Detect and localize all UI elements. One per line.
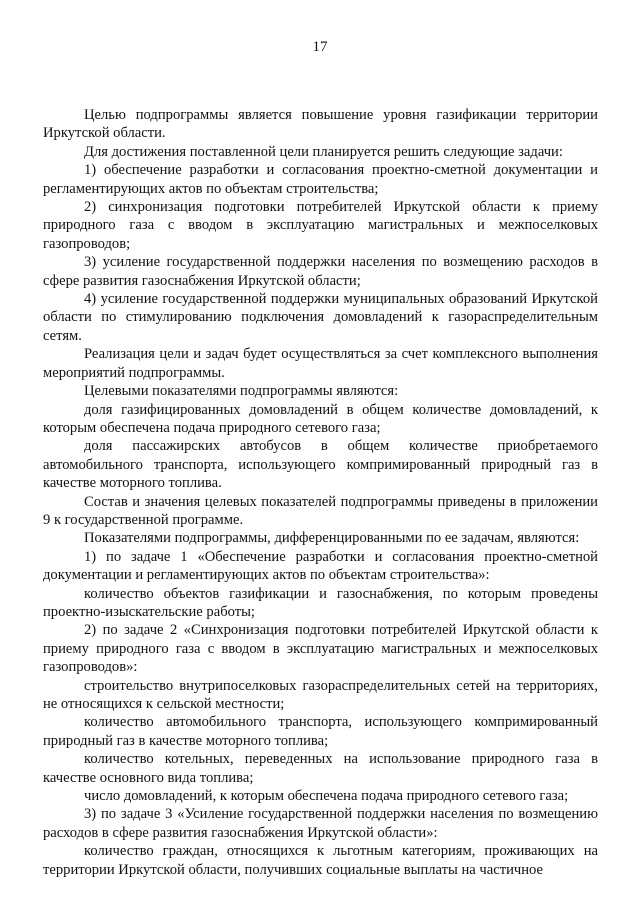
- paragraph-targets-intro: Целевыми показателями подпрограммы являются:: [84, 383, 399, 400]
- document-body: [43, 106, 598, 879]
- paragraph-target-1: доля газифицированных домовладений в общем количестве домовладений, к которым обеспечена подача природного сетевого газа;: [43, 401, 598, 436]
- paragraph-tasks-intro: Для достижения поставленной цели планируется решить следующие задачи:: [84, 143, 563, 160]
- paragraph-targets-appendix: Состав и значения целевых показателей подпрограммы приведены в приложении 9 к государственной программе.: [43, 493, 598, 528]
- paragraph-indicators-intro: Показателями подпрограммы, дифференцированными по ее задачам, являются:: [84, 530, 580, 547]
- paragraph-indicator-3-item-1: количество граждан, относящихся к льготным категориям, проживающих на территории Иркутской области, получивших социальные выплаты на частичное: [43, 843, 598, 878]
- paragraph-task-3: 3) усиление государственной поддержки населения по возмещению расходов в сфере развития газоснабжения Иркутской области;: [43, 254, 598, 289]
- paragraph-indicator-2-item-1: строительство внутрипоселковых газораспределительных сетей на территориях, не относящихся к сельской местности;: [43, 677, 598, 712]
- paragraph-task-2: 2) синхронизация подготовки потребителей Иркутской области к приему природного газа с вводом в эксплуатацию магистральных и межпоселковых газопроводов;: [43, 199, 598, 252]
- page-number: 17: [312, 39, 328, 55]
- paragraph-indicator-task-2: 2) по задаче 2 «Синхронизация подготовки потребителей Иркутской области к приему природного газа с вводом в эксплуатацию магистральных и межпоселковых газопроводов»:: [43, 622, 598, 676]
- paragraph-task-1: 1) обеспечение разработки и согласования проектно-сметной документации и регламентирующих актов по объектам строительства;: [43, 162, 598, 197]
- paragraph-indicator-task-1: 1) по задаче 1 «Обеспечение разработки и согласования проектно-сметной документации и регламентирующих актов по объектам строительства»:: [43, 548, 598, 584]
- paragraph-indicator-2-item-3: количество котельных, переведенных на использование природного газа в качестве основного вида топлива;: [43, 751, 598, 786]
- paragraph-task-4: 4) усиление государственной поддержки муниципальных образований Иркутской области по стимулированию подключения домовладений к газораспределительным сетям.: [43, 291, 598, 344]
- paragraph-goal: Целью подпрограммы является повышение уровня газификации территории Иркутской области.: [43, 107, 598, 142]
- paragraph-target-2: доля пассажирских автобусов в общем количестве приобретаемого автомобильного транспорта, использующего компримированный природный газ в качестве моторного топлива.: [43, 438, 598, 492]
- paragraph-indicator-2-item-4: число домовладений, к которым обеспечена подача природного сетевого газа;: [84, 788, 569, 805]
- paragraph-indicator-task-3: 3) по задаче 3 «Усиление государственной поддержки населения по возмещению расходов в сфере развития газоснабжения Иркутской области»:: [43, 806, 598, 841]
- paragraph-indicator-1-item-1: количество объектов газификации и газоснабжения, по которым проведены проектно-изыскательские работы;: [43, 585, 598, 620]
- paragraph-implementation: Реализация цели и задач будет осуществляться за счет комплексного выполнения мероприятий подпрограммы.: [43, 346, 598, 381]
- paragraph-indicator-2-item-2: количество автомобильного транспорта, использующего компримированный природный газ в качестве моторного топлива;: [43, 714, 598, 749]
